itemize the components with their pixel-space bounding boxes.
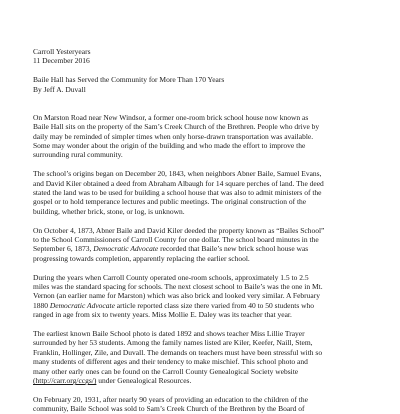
text-segment: September 6, 1873,	[33, 244, 94, 254]
paragraph-line	[33, 329, 383, 338]
paragraph-line: and David Kiler obtained a deed from Abraham Albaugh for 14 square perches of land. The deed	[33, 178, 324, 188]
website-link[interactable]: (http://carr.org/ccgs/)	[33, 376, 97, 386]
paragraph-line	[33, 273, 383, 282]
paragraph-line: daily may be reminded of simpler times when only horse-drawn transportation was available.	[33, 131, 314, 141]
text-segment: Vernon (an earlier name for Marston) which was also brick and looked very similar. A February	[33, 291, 320, 301]
paragraph-line	[33, 348, 383, 357]
paragraph	[33, 395, 383, 414]
paragraph	[33, 273, 383, 320]
text-segment: article reported class size there varied from 40 to 50 students who	[114, 300, 315, 310]
article-byline: By Jeff A. Duvall	[33, 84, 86, 94]
text-segment: ranged in age from six to twenty years. Miss Mollie E. Daley was its teacher that year.	[33, 310, 292, 320]
paragraph-line	[33, 357, 383, 366]
italic-publication-name: Democratic Advocate	[93, 244, 159, 254]
paragraph-line	[33, 254, 383, 263]
text-segment: recorded that Baile’s new brick school house was	[158, 244, 309, 254]
text-segment: miles was the standard spacing for schools. The next closest school to Baile’s was the one in Mt.	[33, 282, 323, 292]
paragraph-line	[33, 338, 383, 347]
paragraph-line	[33, 376, 383, 385]
article-body	[33, 47, 383, 414]
paragraph-line: gospel or to hold temperance lectures and public meetings. The original construction of the	[33, 197, 307, 207]
paragraph-line	[33, 226, 383, 235]
text-segment: surrounded by her 53 students. Among the family names listed are Kiler, Keefer, Naill, Stem,	[33, 338, 313, 348]
paragraph-line: Baile Hall sits on the property of the Sam’s Creek Church of the Brethren. People who drive by	[33, 122, 320, 132]
paragraph-line	[33, 282, 383, 291]
text-segment: Franklin, Hollinger, Zile, and Duvall. The demands on teachers must have been stressful with so	[33, 347, 323, 357]
paragraph-line	[33, 310, 383, 319]
text-segment: 1880	[33, 300, 50, 310]
text-segment: under Genealogical Resources.	[96, 376, 192, 386]
paragraph-line	[33, 301, 383, 310]
paragraph-line: The school’s origins began on December 20, 1843, when neighbors Abner Baile, Samuel Evans,	[33, 169, 322, 179]
italic-publication-name: Democratic Advocate	[49, 300, 115, 310]
paragraph-line: stated the land was to be used for building a school house that was also to admit ministers of the	[33, 188, 322, 198]
text-segment: many students of different ages and their tendency to make mischief. This school photo and	[33, 357, 308, 367]
paragraphs	[33, 113, 383, 414]
paragraph-line	[33, 235, 383, 244]
paragraph-line	[33, 367, 383, 376]
paragraph-line	[33, 291, 383, 300]
text-segment: During the years when Carroll County operated one-room schools, approximately 1.5 to 2.5	[33, 272, 309, 282]
paragraph-line: On Marston Road near New Windsor, a former one-room brick school house now known as	[33, 112, 309, 122]
paragraph-line: On February 20, 1931, after nearly 90 years of providing an education to the children of the	[33, 394, 308, 404]
paragraph-line: surrounding rural community.	[33, 150, 123, 160]
article-date: 11 December 2016	[33, 56, 90, 66]
paragraph	[33, 329, 383, 385]
paragraph-line: building, whether brick, stone, or log, is unknown.	[33, 206, 185, 216]
paragraph	[33, 169, 383, 216]
article-title: Baile Hall has Served the Community for More Than 170 Years	[33, 75, 225, 85]
article-header	[33, 47, 383, 94]
paragraph-line	[33, 244, 383, 253]
source-name: Carroll Yesteryears	[33, 47, 91, 56]
text-segment: On October 4, 1873, Abner Baile and David Kiler deeded the property known as “Bailes School”	[33, 225, 325, 235]
paragraph-line: Some may wonder about the origin of the building and who made the effort to improve the	[33, 141, 306, 151]
text-segment: The earliest known Baile School photo is dated 1892 and shows teacher Miss Lillie Trayer	[33, 329, 305, 339]
paragraph-line: community, Baile School was sold to Sam’s Creek Church of the Brethren by the Board of	[33, 404, 305, 414]
paragraph	[33, 226, 383, 264]
text-segment: progressing towards completion, apparently replacing the earlier school.	[33, 253, 250, 263]
text-segment: many other early ones can be found on the Carroll County Genealogical Society website	[33, 366, 299, 376]
paragraph	[33, 113, 383, 160]
text-segment: to the School Commissioners of Carroll County for one dollar. The school board minutes in the	[33, 235, 319, 245]
